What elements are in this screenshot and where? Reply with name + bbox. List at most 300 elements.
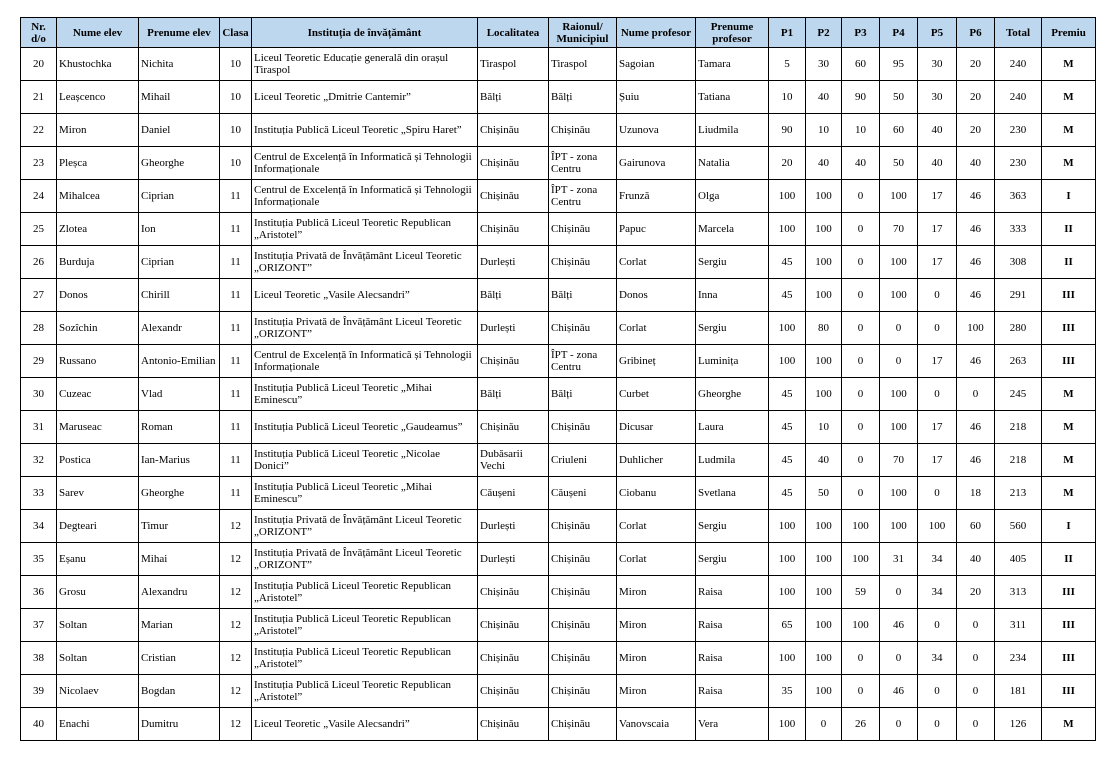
table-row [21,312,1096,345]
cell-raionul: Chișinău [549,642,617,675]
cell-nume-profesor: Duhlicher [617,444,696,477]
cell-clasa: 10 [220,114,252,147]
cell-raionul: Chișinău [549,576,617,609]
cell-p1: 100 [769,312,806,345]
cell-raionul: Chișinău [549,708,617,741]
cell-p6: 0 [957,642,995,675]
cell-prenume-profesor: Luminița [696,345,769,378]
cell-p4: 60 [880,114,918,147]
cell-institutia: Centrul de Excelență în Informatică și Tehnologii Informaționale [252,180,478,213]
cell-total: 560 [995,510,1042,543]
cell-p6: 100 [957,312,995,345]
cell-nr: 23 [21,147,57,180]
cell-p6: 0 [957,675,995,708]
cell-p2: 0 [806,708,842,741]
cell-prenume-elev: Gheorghe [139,147,220,180]
cell-p1: 100 [769,345,806,378]
cell-p5: 0 [918,279,957,312]
cell-raionul: Chișinău [549,312,617,345]
cell-prenume-elev: Timur [139,510,220,543]
cell-prenume-elev: Alexandr [139,312,220,345]
cell-nume-elev: Eșanu [57,543,139,576]
cell-premiu: M [1042,48,1096,81]
cell-p4: 70 [880,444,918,477]
header-institutia: Instituția de învățământ [252,18,478,48]
cell-p6: 0 [957,378,995,411]
header-nume-profesor: Nume profesor [617,18,696,48]
cell-prenume-profesor: Olga [696,180,769,213]
cell-localitatea: Dubăsarii Vechi [478,444,549,477]
table-row [21,444,1096,477]
cell-total: 245 [995,378,1042,411]
cell-premiu: M [1042,114,1096,147]
cell-premiu: M [1042,81,1096,114]
cell-prenume-elev: Alexandru [139,576,220,609]
cell-p1: 45 [769,378,806,411]
cell-total: 181 [995,675,1042,708]
cell-total: 263 [995,345,1042,378]
cell-p1: 5 [769,48,806,81]
cell-prenume-elev: Vlad [139,378,220,411]
cell-p4: 100 [880,411,918,444]
cell-nr: 25 [21,213,57,246]
cell-p3: 0 [842,246,880,279]
cell-p2: 100 [806,543,842,576]
cell-localitatea: Chișinău [478,576,549,609]
cell-localitatea: Chișinău [478,411,549,444]
cell-nr: 27 [21,279,57,312]
cell-nume-profesor: Curbet [617,378,696,411]
cell-localitatea: Bălți [478,81,549,114]
cell-p6: 20 [957,576,995,609]
cell-institutia: Instituția Privată de Învățământ Liceul Teoretic „ORIZONT” [252,543,478,576]
cell-nume-elev: Donos [57,279,139,312]
cell-localitatea: Tiraspol [478,48,549,81]
cell-prenume-elev: Mihail [139,81,220,114]
cell-localitatea: Căușeni [478,477,549,510]
cell-nr: 22 [21,114,57,147]
cell-p3: 0 [842,411,880,444]
cell-p3: 10 [842,114,880,147]
cell-p1: 100 [769,510,806,543]
cell-p4: 100 [880,477,918,510]
cell-prenume-elev: Cristian [139,642,220,675]
cell-p6: 46 [957,246,995,279]
cell-p2: 100 [806,180,842,213]
cell-p2: 80 [806,312,842,345]
cell-total: 308 [995,246,1042,279]
cell-p2: 40 [806,147,842,180]
cell-prenume-profesor: Raisa [696,609,769,642]
cell-total: 213 [995,477,1042,510]
table-row [21,147,1096,180]
cell-p6: 20 [957,48,995,81]
cell-institutia: Instituția Publică Liceul Teoretic Republican „Aristotel” [252,576,478,609]
cell-p3: 40 [842,147,880,180]
cell-p4: 100 [880,378,918,411]
cell-nume-elev: Burduja [57,246,139,279]
cell-clasa: 11 [220,477,252,510]
cell-localitatea: Chișinău [478,213,549,246]
cell-nume-elev: Degteari [57,510,139,543]
cell-premiu: III [1042,279,1096,312]
table-row [21,675,1096,708]
cell-p1: 65 [769,609,806,642]
cell-clasa: 11 [220,213,252,246]
cell-nume-profesor: Donos [617,279,696,312]
cell-p3: 0 [842,279,880,312]
cell-clasa: 12 [220,609,252,642]
cell-p4: 100 [880,246,918,279]
cell-institutia: Instituția Privată de Învățământ Liceul Teoretic „ORIZONT” [252,246,478,279]
cell-premiu: II [1042,246,1096,279]
table-row [21,708,1096,741]
cell-p5: 17 [918,246,957,279]
cell-clasa: 12 [220,642,252,675]
cell-premiu: M [1042,708,1096,741]
cell-localitatea: Chișinău [478,609,549,642]
cell-prenume-elev: Roman [139,411,220,444]
cell-prenume-profesor: Tatiana [696,81,769,114]
cell-p5: 17 [918,411,957,444]
cell-prenume-elev: Mihai [139,543,220,576]
cell-p6: 60 [957,510,995,543]
cell-prenume-profesor: Marcela [696,213,769,246]
header-prenume-profesor: Prenume profesor [696,18,769,48]
cell-prenume-elev: Antonio-Emilian [139,345,220,378]
results-table-container [20,17,1096,741]
cell-p3: 26 [842,708,880,741]
header-nr: Nr. d/o [21,18,57,48]
header-p3: P3 [842,18,880,48]
cell-prenume-profesor: Laura [696,411,769,444]
cell-premiu: I [1042,180,1096,213]
cell-prenume-elev: Bogdan [139,675,220,708]
cell-institutia: Liceul Teoretic „Dmitrie Cantemir” [252,81,478,114]
cell-premiu: III [1042,642,1096,675]
cell-prenume-elev: Daniel [139,114,220,147]
cell-raionul: Chișinău [549,246,617,279]
table-row [21,411,1096,444]
cell-localitatea: Chișinău [478,642,549,675]
header-nume-elev: Nume elev [57,18,139,48]
cell-nume-elev: Sarev [57,477,139,510]
cell-nume-profesor: Ciobanu [617,477,696,510]
cell-p1: 10 [769,81,806,114]
cell-p4: 70 [880,213,918,246]
header-total: Total [995,18,1042,48]
cell-p3: 100 [842,543,880,576]
table-row [21,576,1096,609]
cell-p1: 45 [769,444,806,477]
cell-p2: 30 [806,48,842,81]
cell-prenume-profesor: Gheorghe [696,378,769,411]
cell-p4: 46 [880,609,918,642]
header-clasa: Clasa [220,18,252,48]
cell-localitatea: Chișinău [478,345,549,378]
cell-raionul: Bălți [549,81,617,114]
cell-p1: 45 [769,477,806,510]
cell-p3: 0 [842,180,880,213]
cell-p2: 10 [806,411,842,444]
cell-premiu: M [1042,378,1096,411]
cell-p5: 34 [918,642,957,675]
cell-p2: 100 [806,279,842,312]
cell-clasa: 12 [220,576,252,609]
cell-p2: 40 [806,81,842,114]
cell-raionul: Criuleni [549,444,617,477]
cell-raionul: Chișinău [549,675,617,708]
cell-p3: 0 [842,675,880,708]
cell-p5: 100 [918,510,957,543]
cell-prenume-profesor: Tamara [696,48,769,81]
table-row [21,279,1096,312]
cell-total: 230 [995,114,1042,147]
cell-nume-profesor: Vanovscaia [617,708,696,741]
cell-p1: 100 [769,180,806,213]
cell-nume-profesor: Sagoian [617,48,696,81]
cell-nume-profesor: Gribineț [617,345,696,378]
cell-nr: 31 [21,411,57,444]
cell-nume-elev: Grosu [57,576,139,609]
cell-localitatea: Durlești [478,543,549,576]
cell-institutia: Instituția Publică Liceul Teoretic „Mihai Eminescu” [252,378,478,411]
cell-nume-elev: Nicolaev [57,675,139,708]
cell-prenume-elev: Ciprian [139,246,220,279]
table-row [21,213,1096,246]
cell-raionul: ÎPT - zona Centru [549,345,617,378]
cell-total: 240 [995,81,1042,114]
cell-clasa: 12 [220,510,252,543]
table-row [21,345,1096,378]
cell-p3: 100 [842,609,880,642]
cell-p3: 0 [842,444,880,477]
cell-p5: 17 [918,213,957,246]
cell-p4: 0 [880,312,918,345]
cell-total: 240 [995,48,1042,81]
cell-clasa: 11 [220,444,252,477]
cell-nume-elev: Soltan [57,642,139,675]
cell-clasa: 12 [220,708,252,741]
cell-prenume-profesor: Raisa [696,642,769,675]
table-row [21,510,1096,543]
cell-p1: 100 [769,543,806,576]
table-header-row [21,18,1096,48]
cell-p6: 0 [957,609,995,642]
header-p5: P5 [918,18,957,48]
cell-p3: 0 [842,642,880,675]
cell-prenume-elev: Chirill [139,279,220,312]
cell-p2: 100 [806,576,842,609]
cell-prenume-elev: Ian-Marius [139,444,220,477]
header-p4: P4 [880,18,918,48]
cell-p4: 50 [880,81,918,114]
cell-nume-elev: Pleșca [57,147,139,180]
cell-total: 333 [995,213,1042,246]
cell-institutia: Instituția Privată de Învățământ Liceul Teoretic „ORIZONT” [252,510,478,543]
cell-nr: 34 [21,510,57,543]
cell-p2: 10 [806,114,842,147]
cell-p6: 46 [957,444,995,477]
cell-raionul: Bălți [549,279,617,312]
cell-nume-profesor: Miron [617,609,696,642]
cell-premiu: III [1042,345,1096,378]
cell-nume-profesor: Miron [617,642,696,675]
cell-prenume-profesor: Raisa [696,675,769,708]
cell-p2: 100 [806,642,842,675]
cell-nume-profesor: Papuc [617,213,696,246]
cell-p2: 100 [806,345,842,378]
cell-p6: 40 [957,147,995,180]
cell-nume-elev: Khustochka [57,48,139,81]
cell-nr: 38 [21,642,57,675]
cell-p3: 59 [842,576,880,609]
cell-p1: 45 [769,246,806,279]
cell-p5: 34 [918,576,957,609]
cell-institutia: Instituția Publică Liceul Teoretic „Nicolae Donici” [252,444,478,477]
cell-p5: 17 [918,180,957,213]
cell-nume-elev: Zlotea [57,213,139,246]
cell-p6: 46 [957,213,995,246]
cell-clasa: 10 [220,147,252,180]
cell-institutia: Instituția Privată de Învățământ Liceul Teoretic „ORIZONT” [252,312,478,345]
cell-nr: 21 [21,81,57,114]
cell-p6: 46 [957,180,995,213]
cell-p5: 30 [918,48,957,81]
cell-nume-profesor: Miron [617,675,696,708]
cell-raionul: ÎPT - zona Centru [549,180,617,213]
cell-nume-profesor: Frunză [617,180,696,213]
cell-raionul: ÎPT - zona Centru [549,147,617,180]
cell-p2: 40 [806,444,842,477]
cell-nume-profesor: Corlat [617,312,696,345]
cell-p6: 46 [957,345,995,378]
cell-nume-elev: Mihalcea [57,180,139,213]
cell-p4: 100 [880,279,918,312]
cell-prenume-profesor: Inna [696,279,769,312]
cell-institutia: Instituția Publică Liceul Teoretic Republican „Aristotel” [252,609,478,642]
cell-localitatea: Bălți [478,378,549,411]
cell-p2: 100 [806,213,842,246]
cell-raionul: Bălți [549,378,617,411]
table-body [21,48,1096,741]
header-raionul: Raionul/ Municipiul [549,18,617,48]
cell-raionul: Căușeni [549,477,617,510]
cell-p5: 34 [918,543,957,576]
cell-institutia: Instituția Publică Liceul Teoretic „Gaudeamus” [252,411,478,444]
cell-p6: 0 [957,708,995,741]
cell-institutia: Liceul Teoretic „Vasile Alecsandri” [252,708,478,741]
cell-prenume-profesor: Vera [696,708,769,741]
cell-nr: 39 [21,675,57,708]
table-row [21,81,1096,114]
cell-p3: 0 [842,345,880,378]
cell-total: 291 [995,279,1042,312]
cell-p4: 0 [880,642,918,675]
cell-nr: 30 [21,378,57,411]
cell-p5: 0 [918,312,957,345]
cell-p3: 0 [842,477,880,510]
cell-p1: 100 [769,642,806,675]
cell-institutia: Instituția Publică Liceul Teoretic „Spiru Haret” [252,114,478,147]
cell-p2: 100 [806,510,842,543]
cell-p4: 50 [880,147,918,180]
cell-nume-profesor: Miron [617,576,696,609]
cell-p4: 0 [880,708,918,741]
cell-clasa: 11 [220,411,252,444]
cell-localitatea: Bălți [478,279,549,312]
cell-premiu: III [1042,609,1096,642]
cell-raionul: Chișinău [549,543,617,576]
cell-p5: 0 [918,477,957,510]
table-row [21,543,1096,576]
cell-total: 405 [995,543,1042,576]
cell-p5: 0 [918,708,957,741]
cell-localitatea: Chișinău [478,114,549,147]
table-row [21,114,1096,147]
cell-nume-elev: Cuzeac [57,378,139,411]
cell-nume-profesor: Gairunova [617,147,696,180]
cell-premiu: III [1042,576,1096,609]
cell-nume-profesor: Corlat [617,246,696,279]
cell-p5: 0 [918,675,957,708]
cell-premiu: I [1042,510,1096,543]
cell-nume-profesor: Corlat [617,543,696,576]
cell-nume-elev: Sozîchin [57,312,139,345]
cell-premiu: M [1042,444,1096,477]
cell-prenume-elev: Ciprian [139,180,220,213]
cell-p4: 95 [880,48,918,81]
cell-clasa: 12 [220,543,252,576]
cell-p6: 20 [957,114,995,147]
cell-p5: 0 [918,609,957,642]
cell-nr: 33 [21,477,57,510]
cell-nume-elev: Miron [57,114,139,147]
cell-p1: 20 [769,147,806,180]
cell-clasa: 11 [220,345,252,378]
cell-p3: 60 [842,48,880,81]
cell-total: 311 [995,609,1042,642]
cell-p5: 0 [918,378,957,411]
cell-premiu: M [1042,411,1096,444]
cell-localitatea: Chișinău [478,708,549,741]
cell-p1: 45 [769,279,806,312]
cell-nr: 28 [21,312,57,345]
cell-premiu: M [1042,147,1096,180]
cell-total: 280 [995,312,1042,345]
cell-prenume-elev: Marian [139,609,220,642]
table-row [21,477,1096,510]
cell-p4: 0 [880,345,918,378]
cell-localitatea: Durlești [478,510,549,543]
cell-prenume-profesor: Sergiu [696,312,769,345]
cell-nr: 35 [21,543,57,576]
cell-premiu: III [1042,675,1096,708]
cell-clasa: 11 [220,279,252,312]
cell-total: 230 [995,147,1042,180]
cell-prenume-elev: Ion [139,213,220,246]
cell-p2: 100 [806,246,842,279]
table-row [21,642,1096,675]
cell-p4: 31 [880,543,918,576]
cell-institutia: Instituția Publică Liceul Teoretic Republican „Aristotel” [252,642,478,675]
cell-p2: 100 [806,378,842,411]
header-p1: P1 [769,18,806,48]
cell-p2: 50 [806,477,842,510]
cell-total: 218 [995,411,1042,444]
cell-localitatea: Chișinău [478,675,549,708]
header-localitatea: Localitatea [478,18,549,48]
